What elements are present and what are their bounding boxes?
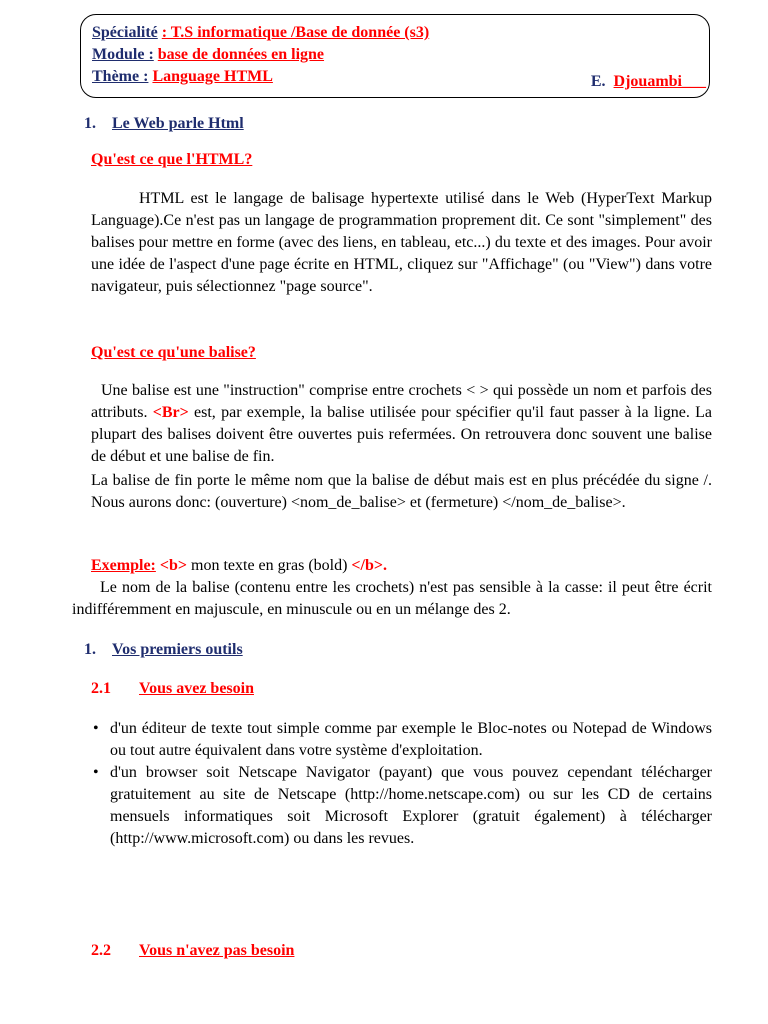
subsection-number: 2.2 [91, 942, 111, 959]
example-label: Exemple: [91, 557, 156, 574]
subsection-number: 2.1 [91, 680, 111, 697]
list-item: • d'un éditeur de texte tout simple comme par exemple le Bloc-notes ou Notepad de Windows ou tout autre équivalent dans votre système d'exploitation. [93, 720, 712, 759]
bullet-icon: • [93, 764, 99, 781]
subsection-title: Vous n'avez pas besoin [139, 942, 295, 959]
module-value: base de données en ligne [157, 46, 325, 63]
example-open-tag: <b> [159, 557, 188, 574]
header-box [80, 14, 710, 98]
example-line [91, 555, 387, 577]
author-name: Djouambi___ [613, 73, 706, 90]
html-definition-paragraph: HTML est le langage de balisage hypertexte utilisé dans le Web (HyperText Markup Language).Ce n'est pas un langage de programmation proprement dit. Ce sont "simplement" des balises pour mettre en forme (avec des liens, en tableau, etc...) du texte et des images. Pour avoir une idée de l'aspect d'une page écrite en HTML, cliquez sur "Affichage" (ou "View") dans votre navigateur, puis sélectionnez "page source". [91, 190, 712, 295]
section-title: Le Web parle Html [112, 115, 244, 132]
specialite-line [92, 22, 709, 44]
br-tag: <Br> [152, 404, 189, 421]
case-note-paragraph: Le nom de la balise (contenu entre les crochets) n'est pas sensible à la casse: il peut être écrit indifféremment en majuscule, en minuscule ou en un mélange des 2. [72, 579, 712, 618]
subsection-title: Vous avez besoin [139, 680, 254, 697]
tag-definition-paragraph [91, 380, 712, 468]
tag-text-before: Une balise est une "instruction" comprise entre crochets < > qui possède un nom et parfois des attributs. [91, 382, 712, 421]
specialite-label: Spécialité [92, 24, 158, 41]
question-what-is-tag: Qu'est ce qu'une balise? [91, 344, 256, 361]
author-initial: E. [590, 73, 606, 90]
theme-value: Language HTML [152, 68, 273, 85]
subsection-heading-2-2 [91, 940, 294, 962]
section-heading-2 [84, 639, 243, 661]
specialite-value: : T.S informatique /Base de donnée (s3) [161, 24, 430, 41]
tag-text-after: est, par exemple, la balise utilisée pour spécifier qu'il faut passer à la ligne. La plupart des balises doivent être ouvertes puis refermées. On retrouvera donc souvent une balise de début et une balise de fin. [91, 404, 713, 465]
list-item: • d'un browser soit Netscape Navigator (payant) que vous pouvez cependant télécharger gratuitement au site de Netscape (http://home.netscape.com) ou sur les CD de certains mensuels informatiques soit Microsoft Explorer (gratuit également) à télécharger (http://www.microsoft.com) ou dans les revues. [93, 764, 712, 847]
module-line [92, 44, 709, 66]
closing-tag-paragraph: La balise de fin porte le même nom que la balise de début mais est en plus précédée du signe /. Nous aurons donc: (ouverture) <nom_de_balise> et (fermeture) </nom_de_balise>. [91, 472, 712, 511]
theme-label: Thème : [92, 68, 149, 85]
question-what-is-html: Qu'est ce que l'HTML? [91, 151, 253, 168]
example-close-tag: </b>. [351, 557, 387, 574]
section-heading-1 [84, 113, 244, 135]
bullet-icon: • [93, 720, 99, 737]
subsection-heading-2-1 [91, 678, 254, 700]
example-content: mon texte en gras (bold) [187, 557, 352, 574]
section-number: 1. [84, 115, 96, 132]
author [591, 71, 706, 93]
requirements-list [91, 718, 712, 850]
module-label: Module : [92, 46, 154, 63]
section-title: Vos premiers outils [112, 641, 243, 658]
section-number: 1. [84, 641, 96, 658]
